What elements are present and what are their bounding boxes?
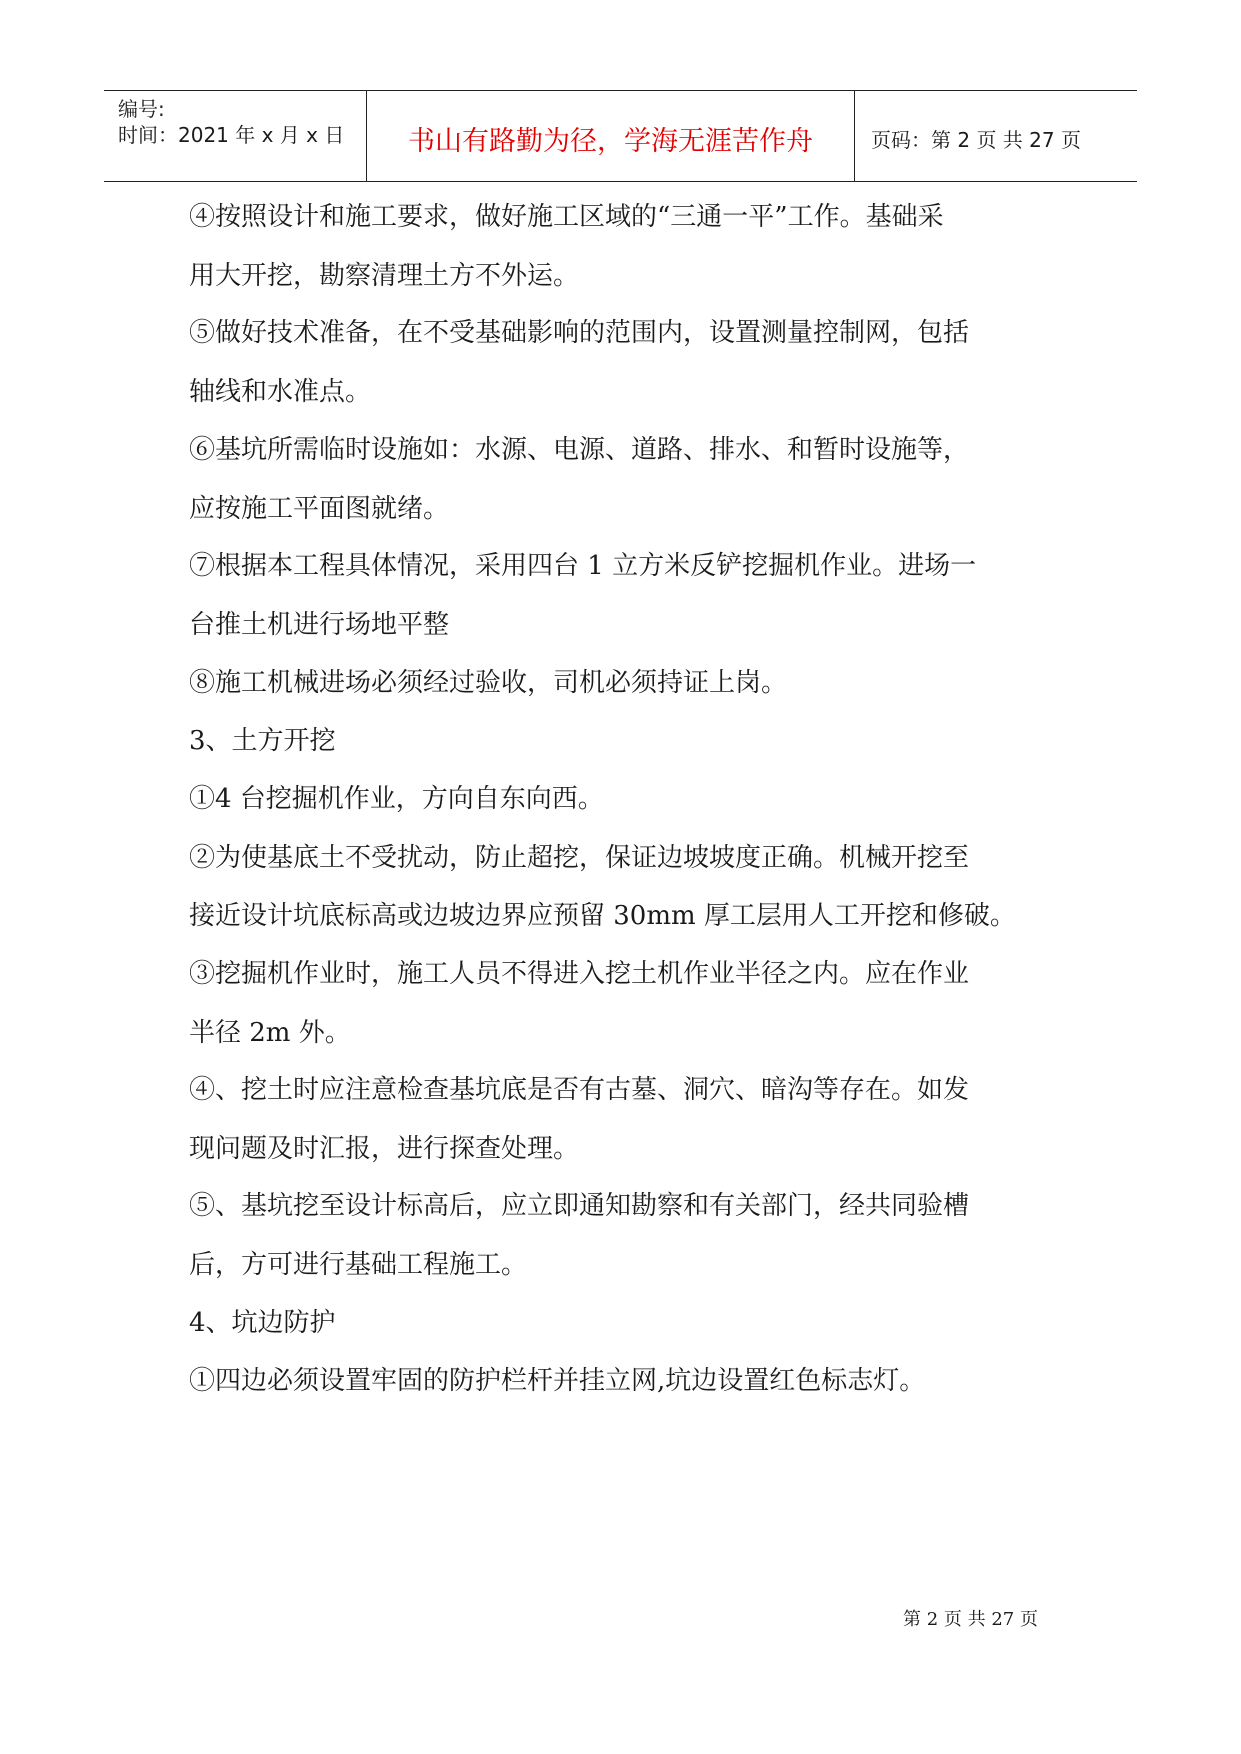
body-line: ①四边必须设置牢固的防护栏杆并挂立网,坑边设置红色标志灯。 xyxy=(189,1366,926,1396)
body-line: ⑤、基坑挖至设计标高后，应立即通知勘察和有关部门，经共同验槽 xyxy=(189,1191,970,1221)
body-line: ⑤做好技术准备，在不受基础影响的范围内，设置测量控制网，包括 xyxy=(189,318,970,348)
header-page-number: 页码：第 2 页 共 27 页 xyxy=(871,128,1081,152)
document-time-label: 时间：2021 年 x 月 x 日 xyxy=(118,123,345,147)
header-left-cell xyxy=(104,91,367,181)
body-line: 用大开挖，勘察清理土方不外运。 xyxy=(189,261,580,291)
body-line: 轴线和水准点。 xyxy=(189,377,372,407)
header-middle-cell xyxy=(367,91,855,181)
body-line: ①4 台挖掘机作业，方向自东向西。 xyxy=(189,784,604,814)
body-line: 应按施工平面图就绪。 xyxy=(189,494,450,524)
header-motto: 书山有路勤为径，学海无涯苦作舟 xyxy=(408,126,813,157)
body-line: ③挖掘机作业时，施工人员不得进入挖土机作业半径之内。应在作业 xyxy=(189,959,970,989)
page-header xyxy=(104,90,1137,182)
body-line: ④、挖土时应注意检查基坑底是否有古墓、洞穴、暗沟等存在。如发 xyxy=(189,1075,970,1105)
body-line: 接近设计坑底标高或边坡边界应预留 30mm 厚工层用人工开挖和修破。 xyxy=(189,901,1016,931)
body-line: 现问题及时汇报，进行探查处理。 xyxy=(189,1134,580,1164)
body-line: ⑥基坑所需临时设施如：水源、电源、道路、排水、和暂时设施等， xyxy=(189,435,970,465)
header-right-cell xyxy=(855,91,1137,181)
section-heading: 4、坑边防护 xyxy=(189,1308,336,1338)
body-line: ⑧施工机械进场必须经过验收，司机必须持证上岗。 xyxy=(189,668,788,698)
body-line: 台推土机进行场地平整 xyxy=(189,610,450,640)
body-line: ④按照设计和施工要求，做好施工区域的“三通一平”工作。基础采 xyxy=(189,202,944,232)
section-heading: 3、土方开挖 xyxy=(189,726,336,756)
footer-page-number: 第 2 页 共 27 页 xyxy=(903,1609,1038,1630)
body-line: ⑦根据本工程具体情况，采用四台 1 立方米反铲挖掘机作业。进场一 xyxy=(189,551,977,581)
document-number-label: 编号: xyxy=(118,97,165,121)
body-line: 半径 2m 外。 xyxy=(189,1018,351,1048)
body-line: 后，方可进行基础工程施工。 xyxy=(189,1250,528,1280)
body-line: ②为使基底土不受扰动，防止超挖，保证边坡坡度正确。机械开挖至 xyxy=(189,843,970,873)
